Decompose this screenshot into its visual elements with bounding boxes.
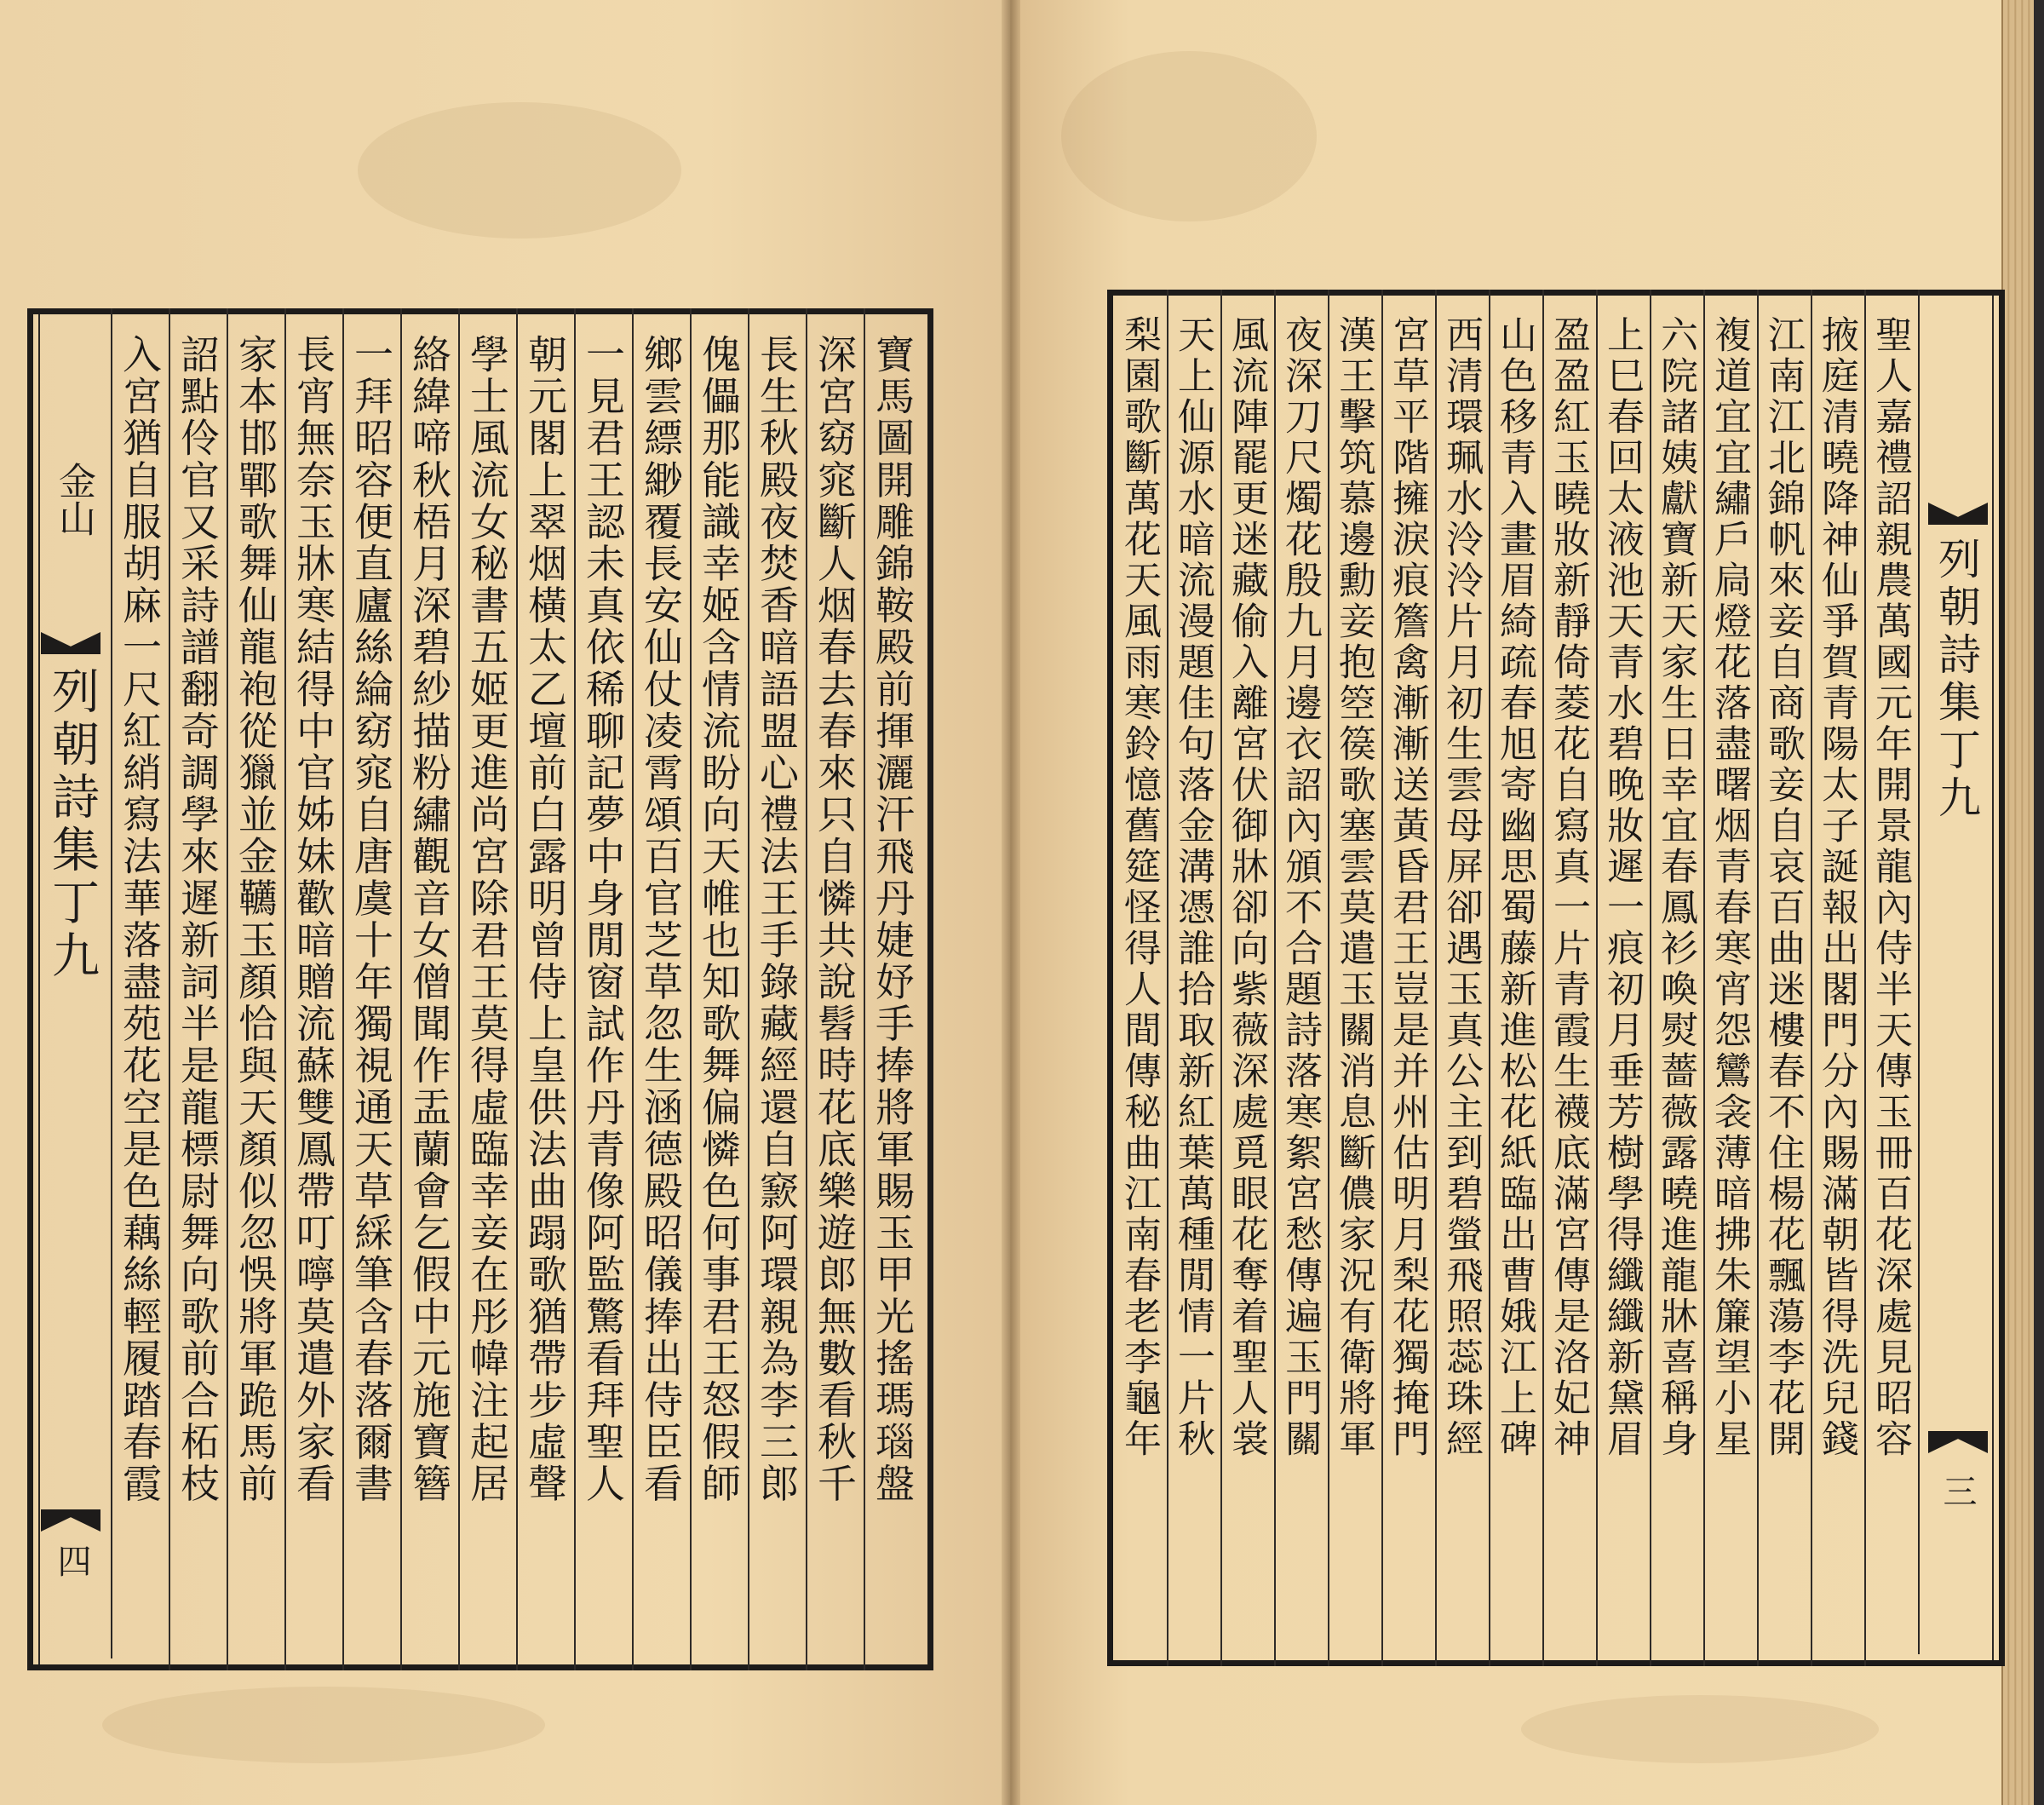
text-column: 詔點伶官又采詩譜翻奇調學來遲新詞半是龍標尉舞向歌前合柘枝 (175, 334, 221, 1505)
column-rule (1435, 290, 1437, 1666)
column-rule (1703, 290, 1705, 1666)
column-rule (1650, 290, 1651, 1666)
column-rule (1274, 290, 1276, 1666)
column-rule (1596, 290, 1598, 1666)
paper-stain (1521, 1695, 1879, 1763)
column-rule (690, 308, 692, 1670)
fish-tail-upper (1928, 503, 1988, 525)
right-leaf-number: 三 (1938, 1474, 1977, 1508)
fish-tail-lower (41, 1509, 100, 1532)
column-rule (1811, 290, 1812, 1666)
text-column: 宮草平階擁淚痕簷禽漸漸送黃昏君王豈是并州估明月梨花獨掩門 (1386, 315, 1429, 1460)
left-place-mark: 金山 (52, 462, 95, 537)
text-column: 鄉雲縹緲覆長安仙仗凌霄頌百官芝草忽生涵德殿昭儀捧出侍臣看 (638, 334, 684, 1505)
column-rule (1381, 290, 1383, 1666)
column-rule (1542, 290, 1544, 1666)
text-column: 盈盈紅玉曉妝新靜倚菱花自寫真一片青霞生襪底滿宮傳是洛妃神 (1547, 315, 1590, 1460)
column-rule (1167, 290, 1168, 1666)
text-column: 朝元閣上翠烟橫太乙壇前白露明曾侍上皇供法曲蹋歌猶帶步虛聲 (522, 334, 568, 1505)
column-rule (284, 308, 286, 1670)
left-leaf-number: 四 (52, 1543, 91, 1578)
text-column: 漢王擊筑慕邊勳妾抱箜篌歌塞雲莫遣玉關消息斷儂家況有衛將軍 (1332, 315, 1375, 1460)
text-column: 六院諸姨獻寶新天家生日幸宜春鳳衫喚熨薔薇露曉進龍牀喜稱身 (1654, 315, 1697, 1460)
column-rule (458, 308, 460, 1670)
column-rule (806, 308, 807, 1670)
text-column: 聖人嘉禮詔親農萬國元年開景龍內侍半天傳玉冊百花深處見昭容 (1869, 315, 1912, 1460)
column-rule (1489, 290, 1490, 1666)
text-column: 家本邯鄲歌舞仙龍袍從獵並金韉玉顏恰與天顏似忽悞將軍跪馬前 (233, 334, 278, 1505)
column-rule (342, 308, 344, 1670)
binding-gutter (1002, 0, 1020, 1805)
column-rule (169, 308, 170, 1670)
column-rule (1220, 290, 1222, 1666)
paper-stain (358, 102, 681, 239)
column-rule (632, 308, 634, 1670)
text-column: 學士風流女秘書五姬更進尚宮除君王莫得虛臨幸妾在彤幃注起居 (464, 334, 510, 1505)
fish-tail-lower (1928, 1431, 1988, 1453)
book-cover-edge (2034, 0, 2044, 1805)
text-column: 傀儡那能識幸姬含情流盼向天帷也知歌舞偏憐色何事君王怒假師 (696, 334, 742, 1505)
left-banxin-title: 列朝詩集丁九 (44, 666, 100, 983)
text-column: 風流陣罷更迷藏偷入離宮伏御牀卻向紫薇深處覓眼花奪着聖人裳 (1225, 315, 1268, 1460)
text-column: 掖庭清曉降神仙爭賀青陽太子誕報出閣門分內賜滿朝皆得洗兒錢 (1815, 315, 1858, 1460)
column-rule (400, 308, 402, 1670)
paper-stain (102, 1687, 545, 1763)
text-column: 天上仙源水暗流漫題佳句落金溝憑誰拾取新紅葉萬種閒情一片秋 (1171, 315, 1214, 1460)
right-banxin-title: 列朝詩集丁九 (1932, 537, 1981, 823)
text-column: 上巳春回太液池天青水碧晚妝遲一痕初月垂芳樹學得纖纖新黛眉 (1600, 315, 1644, 1460)
left-fore-edge (32, 308, 112, 1658)
column-rule (227, 308, 228, 1670)
left-text-block (111, 308, 922, 1670)
column-rule (864, 308, 865, 1670)
column-rule (516, 308, 518, 1670)
text-column: 一見君王認未真依稀聊記夢中身閒窗試作丹青像阿監驚看拜聖人 (580, 334, 626, 1505)
column-rule (1864, 290, 1866, 1666)
text-column: 長生秋殿夜焚香暗語盟心禮法王手錄藏經還自窾阿環親為李三郎 (754, 334, 800, 1505)
column-rule (1757, 290, 1759, 1666)
column-rule (748, 308, 749, 1670)
right-text-block (1113, 290, 1918, 1666)
text-column: 寶馬圖開雕錦鞍殿前揮灑汗飛丹婕妤手捧將軍賜玉甲光搖瑪瑙盤 (870, 334, 916, 1505)
text-column: 深宮窈窕斷人烟春去春來只自憐共說髫時花底樂遊郎無數看秋千 (812, 334, 858, 1505)
text-column: 西清環珮水泠泠片月初生雲母屏卻遇玉真公主到碧螢飛照蕊珠經 (1439, 315, 1483, 1460)
fish-tail-upper (41, 632, 100, 654)
text-column: 絡緯啼秋梧月深碧紗描粉繡觀音女僧聞作盂蘭會乞假中元施寶簪 (406, 334, 452, 1505)
paper-stain (1061, 51, 1317, 221)
right-fore-edge (1918, 290, 1995, 1654)
text-column: 一拜昭容便直廬絲綸窈窕自唐虞十年獨視通天草綵筆含春落爾書 (348, 334, 394, 1505)
text-column: 山色移青入畫眉綺疏春旭寄幽思蜀藤新進松花紙臨出曹娥江上碑 (1493, 315, 1536, 1460)
column-rule (574, 308, 576, 1670)
column-rule (1328, 290, 1329, 1666)
text-column: 長宵無奈玉牀寒結得中官姊妹歡暗贈流蘇雙鳳帶叮嚀莫遣外家看 (290, 334, 336, 1505)
text-column: 梨園歌斷萬花天風雨寒鈴憶舊筵怪得人間傳秘曲江南春老李龜年 (1117, 315, 1161, 1460)
text-column: 入宮猶自服胡麻一尺紅綃寫法華落盡苑花空是色藕絲輕履踏春霞 (117, 334, 163, 1505)
text-column: 江南江北錦帆來妾自商歌妾自哀百曲迷樓春不住楊花飄蕩李花開 (1761, 315, 1805, 1460)
text-column: 複道宜宜繡戶扃燈花落盡曙烟青春寒宵怨鸞衾薄暗拂朱簾望小星 (1708, 315, 1751, 1460)
text-column: 夜深刀尺燭花殷九月邊衣詔內頒不合題詩落寒絮宮愁傳遍玉門關 (1278, 315, 1322, 1460)
